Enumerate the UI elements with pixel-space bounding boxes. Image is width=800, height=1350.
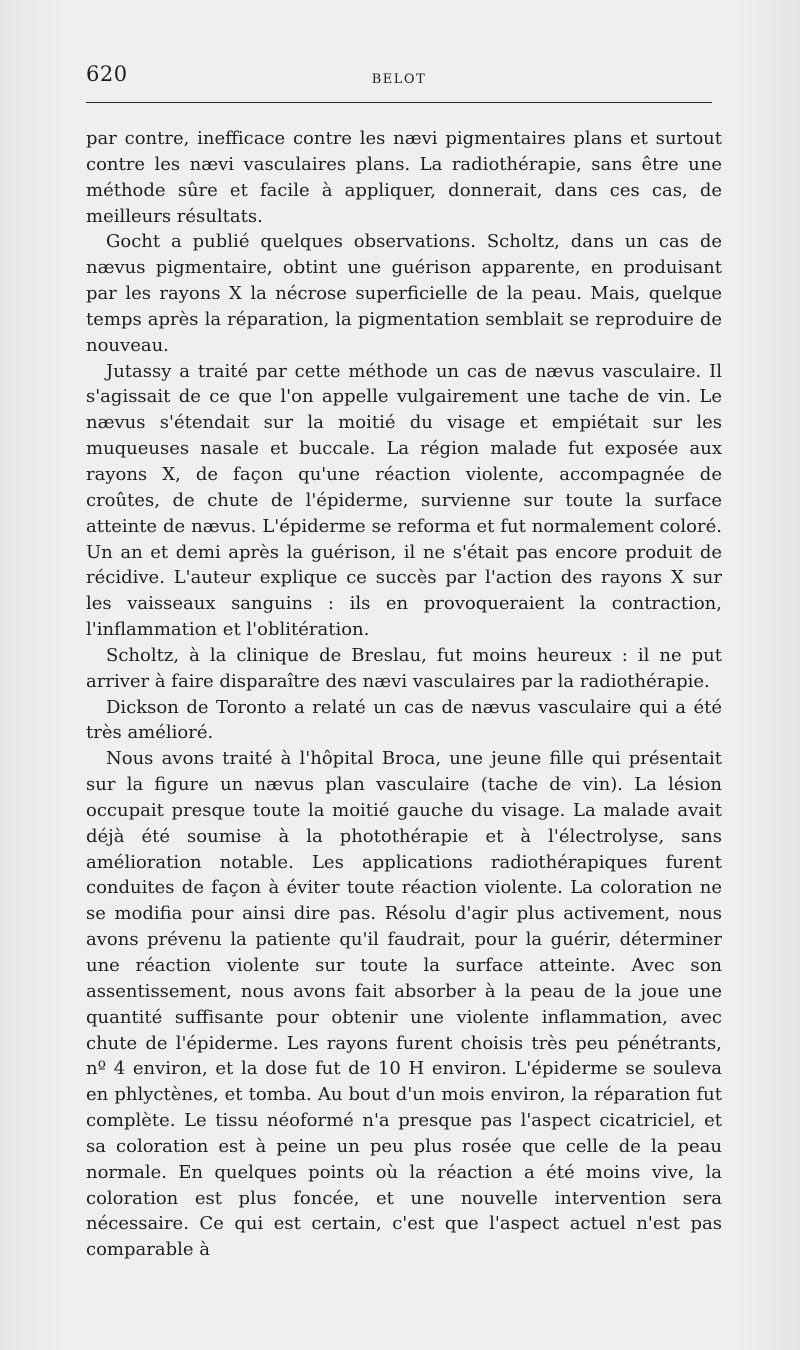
page-header [86, 60, 712, 106]
header-rule [86, 102, 712, 103]
paragraph-broca: Nous avons traité à l'hôpital Broca, une jeune fille qui présentait sur la figure un nævus plan vasculaire (tache de vin). La lésion occupait presque toute la moitié gauche du visage. La malade avait déjà été soumise à la photothérapie et à l'électrolyse, sans amélioration notable. Les applications radiothérapiques furent conduites de façon à éviter toute réaction violente. La coloration ne se modifia pour ainsi dire pas. Résolu d'agir plus activement, nous avons prévenu la patiente qu'il faudrait, pour la guérir, déterminer une réaction violente sur toute la surface atteinte. Avec son assentissement, nous avons fait absorber à la peau de la joue une quantité suffisante pour obtenir une violente inflammation, avec chute de l'épiderme. Les rayons furent choisis très peu pénétrants, nº 4 environ, et la dose fut de 10 H environ. L'épiderme se souleva en phlyctènes, et tomba. Au bout d'un mois environ, la réparation fut complète. Le tissu néoformé n'a presque pas l'aspect cicatriciel, et sa coloration est à peine un peu plus rosée que celle de la peau normale. En quelques points où la réaction a été moins vive, la coloration est plus foncée, et une nouvelle intervention sera nécessaire. Ce qui est certain, c'est que l'aspect actuel n'est pas comparable à [86, 748, 722, 1261]
paragraph-scholtz: Scholtz, à la clinique de Breslau, fut moins heureux : il ne put arriver à faire disparaître des nævi vasculaires par la radiothérapie. [86, 644, 722, 692]
body-text [86, 126, 722, 1263]
page-number: 620 [86, 62, 128, 86]
paragraph-jutassy: Jutassy a traité par cette méthode un cas de nævus vasculaire. Il s'agissait de ce que l'on appelle vulgairement une tache de vin. Le nævus s'étendait sur la moitié du visage et empiétait sur les muqueuses nasale et buccale. La région malade fut exposée aux rayons X, de façon qu'une réaction violente, accompagnée de croûtes, de chute de l'épiderme, survienne sur toute la surface atteinte de nævus. L'épiderme se reforma et fut normalement coloré. Un an et demi après la guérison, il ne s'était pas encore produit de récidive. L'auteur explique ce succès par l'action des rayons X sur les vaisseaux sanguins : ils en provoqueraient la contraction, l'inflammation et l'oblitération. [86, 360, 722, 641]
paragraph-dickson: Dickson de Toronto a relaté un cas de nævus vasculaire qui a été très amélioré. [86, 696, 722, 744]
paragraph-continuation: par contre, inefficace contre les nævi pigmentaires plans et surtout contre les nævi vasculaires plans. La radiothérapie, sans être une méthode sûre et facile à appliquer, donnerait, dans ces cas, de meilleurs résultats. [86, 128, 722, 227]
running-head: BELOT [371, 72, 427, 87]
paragraph-gocht: Gocht a publié quelques observations. Scholtz, dans un cas de nævus pigmentaire, obtint une guérison apparente, en produisant par les rayons X la nécrose superficielle de la peau. Mais, quelque temps après la réparation, la pigmentation semblait se reproduire de nouveau. [86, 231, 722, 356]
